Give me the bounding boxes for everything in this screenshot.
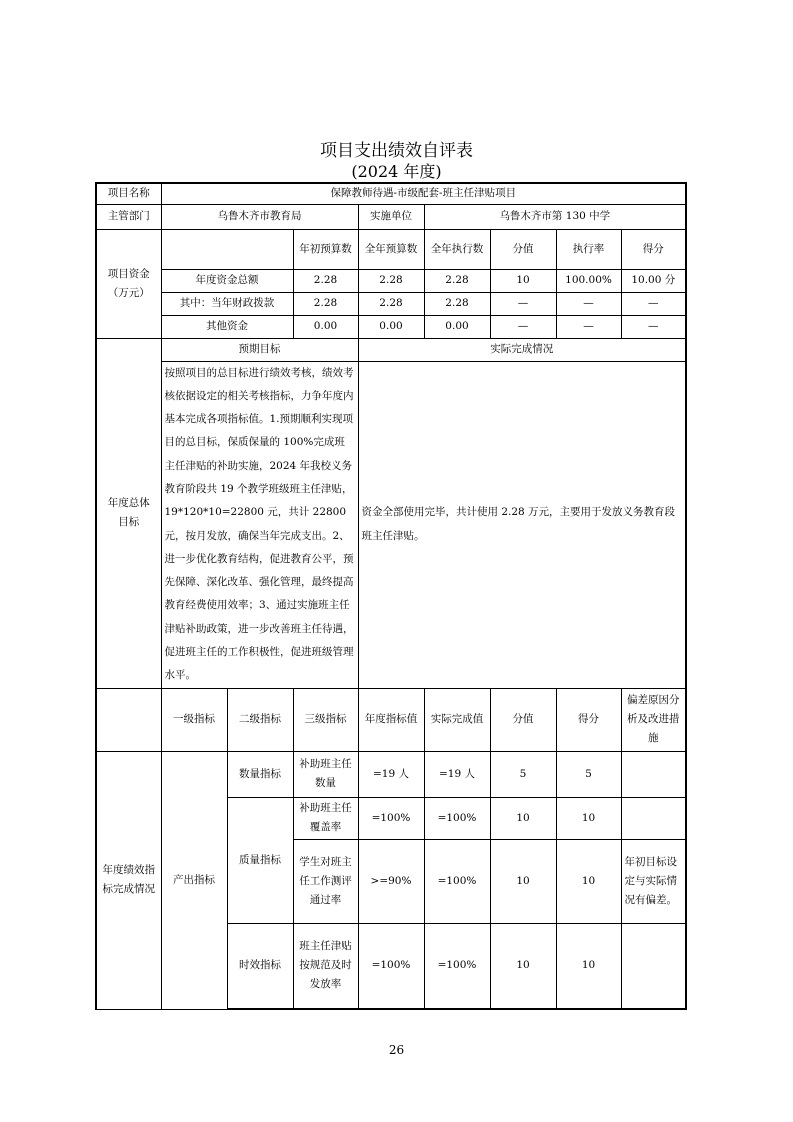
- expected-goal-text: [161, 361, 358, 688]
- indicator-level2: 数量指标: [227, 751, 293, 797]
- funds-cell: 2.28: [293, 292, 358, 315]
- funds-cell: 2.28: [358, 269, 424, 292]
- indicator-score-value: 5: [490, 751, 556, 797]
- unit-value: 乌鲁木齐市第 130 中学: [424, 204, 686, 229]
- indicator-header-level3: 三级指标: [293, 688, 358, 751]
- indicator-header-actual: 实际完成值: [424, 688, 490, 751]
- actual-result-text: [358, 361, 686, 688]
- indicator-actual: =100%: [424, 839, 490, 923]
- page-subtitle: (2024 年度): [351, 162, 442, 181]
- indicator-header-target: 年度指标值: [358, 688, 424, 751]
- funds-cell: —: [621, 315, 686, 338]
- expected-goal-header: 预期目标: [161, 338, 358, 361]
- funds-header-executed: 全年执行数: [424, 229, 490, 269]
- funds-row-label: 年度资金总额: [161, 269, 293, 292]
- funds-row-label: 其他资金: [161, 315, 293, 338]
- funds-cell: 2.28: [424, 269, 490, 292]
- indicator-actual: =19 人: [424, 751, 490, 797]
- funds-cell: 0.00: [293, 315, 358, 338]
- funds-row-label: 其中：当年财政拨款: [161, 292, 293, 315]
- dept-label: 主管部门: [96, 204, 161, 229]
- unit-label: 实施单位: [358, 204, 424, 229]
- funds-cell: —: [621, 292, 686, 315]
- indicator-level3: 补助班主任覆盖率: [293, 797, 358, 839]
- indicator-header-score-value: 分值: [490, 688, 556, 751]
- indicator-level2: 质量指标: [227, 797, 293, 923]
- indicator-reason: 年初目标设定与实际情况有偏差。: [621, 839, 686, 923]
- indicator-score-value: 10: [490, 797, 556, 839]
- evaluation-table: [95, 182, 687, 1010]
- indicator-reason: [621, 923, 686, 1009]
- dept-value: 乌鲁木齐市教育局: [161, 204, 358, 229]
- funds-cell: 0.00: [358, 315, 424, 338]
- funds-cell: 2.28: [293, 269, 358, 292]
- funds-cell: —: [490, 315, 556, 338]
- funds-cell: —: [490, 292, 556, 315]
- project-name-value: 保障教师待遇-市级配套-班主任津贴项目: [161, 183, 686, 204]
- actual-result-paragraph: 资金全部使用完毕，共计使用 2.28 万元，主要用于发放义务教育段班主任津贴。: [361, 506, 676, 542]
- actual-result-header: 实际完成情况: [358, 338, 686, 361]
- funds-cell: —: [556, 315, 621, 338]
- project-name-label: 项目名称: [96, 183, 161, 204]
- funds-label: [96, 229, 161, 338]
- funds-cell: 10: [490, 269, 556, 292]
- indicator-level3: 补助班主任数量: [293, 751, 358, 797]
- indicator-score: 10: [556, 923, 621, 1009]
- funds-cell: 0.00: [424, 315, 490, 338]
- indicator-target: >=90%: [358, 839, 424, 923]
- indicator-reason: [621, 797, 686, 839]
- indicator-score-value: 10: [490, 839, 556, 923]
- goals-label-line1: 年度总体: [107, 497, 150, 510]
- funds-cell: 2.28: [424, 292, 490, 315]
- funds-header-initial: 年初预算数: [293, 229, 358, 269]
- indicator-score: 10: [556, 839, 621, 923]
- funds-cell: —: [556, 292, 621, 315]
- funds-header-rate: 执行率: [556, 229, 621, 269]
- indicator-target: =100%: [358, 797, 424, 839]
- funds-header-blank: [161, 229, 293, 269]
- funds-cell: 100.00%: [556, 269, 621, 292]
- indicator-actual: =100%: [424, 797, 490, 839]
- goals-label-line2: 目标: [118, 516, 140, 529]
- indicator-header-level1: 一级指标: [161, 688, 227, 751]
- indicator-header-blank: [96, 688, 161, 751]
- indicator-header-score: 得分: [556, 688, 621, 751]
- funds-cell: 2.28: [358, 292, 424, 315]
- indicator-target: =100%: [358, 923, 424, 1009]
- indicator-score: 10: [556, 797, 621, 839]
- indicator-level3: 班主任津贴按规范及时发放率: [293, 923, 358, 1009]
- indicator-level3: 学生对班主任工作测评通过率: [293, 839, 358, 923]
- goals-label: [96, 338, 161, 688]
- funds-cell: 10.00 分: [621, 269, 686, 292]
- indicator-level2: 时效指标: [227, 923, 293, 1009]
- indicator-score-value: 10: [490, 923, 556, 1009]
- funds-label-line1: 项目资金: [107, 267, 150, 280]
- indicator-target: =19 人: [358, 751, 424, 797]
- page-title: 项目支出绩效自评表: [320, 141, 473, 161]
- indicator-header-level2: 二级指标: [227, 688, 293, 751]
- funds-header-annual: 全年预算数: [358, 229, 424, 269]
- funds-header-score-value: 分值: [490, 229, 556, 269]
- indicator-actual: =100%: [424, 923, 490, 1009]
- funds-label-line2: （万元）: [107, 286, 150, 299]
- indicator-level1: 产出指标: [161, 751, 227, 1009]
- expected-goal-paragraph: 按照项目的总目标进行绩效考核，绩效考核依据设定的相关考核指标，力争年度内基本完成各项指标值。1.预期顺利实现项目的总目标，保质保量的 100%完成班主任津贴的补助实施，2024 年我校义务教育阶段共 19 个教学班级班主任津贴，19*120*10=22800 元，共计 22800元，按月发放，确保当年完成支出。2、进一步优化教育结构，促进教育公平，预先保障、深化改革、强化管理，最终提高教育经费使用效率；3、通过实施班主任津贴补助政策，进一步改善班主任待遇，促进班主任的工作积极性，促进班级管理水平。: [164, 366, 354, 682]
- indicator-reason: [621, 751, 686, 797]
- indicator-section-label: 年度绩效指标完成情况: [96, 751, 161, 1009]
- indicator-score: 5: [556, 751, 621, 797]
- page-number: 26: [388, 1043, 405, 1057]
- funds-header-score: 得分: [621, 229, 686, 269]
- indicator-header-reason: 偏差原因分析及改进措施: [621, 688, 686, 751]
